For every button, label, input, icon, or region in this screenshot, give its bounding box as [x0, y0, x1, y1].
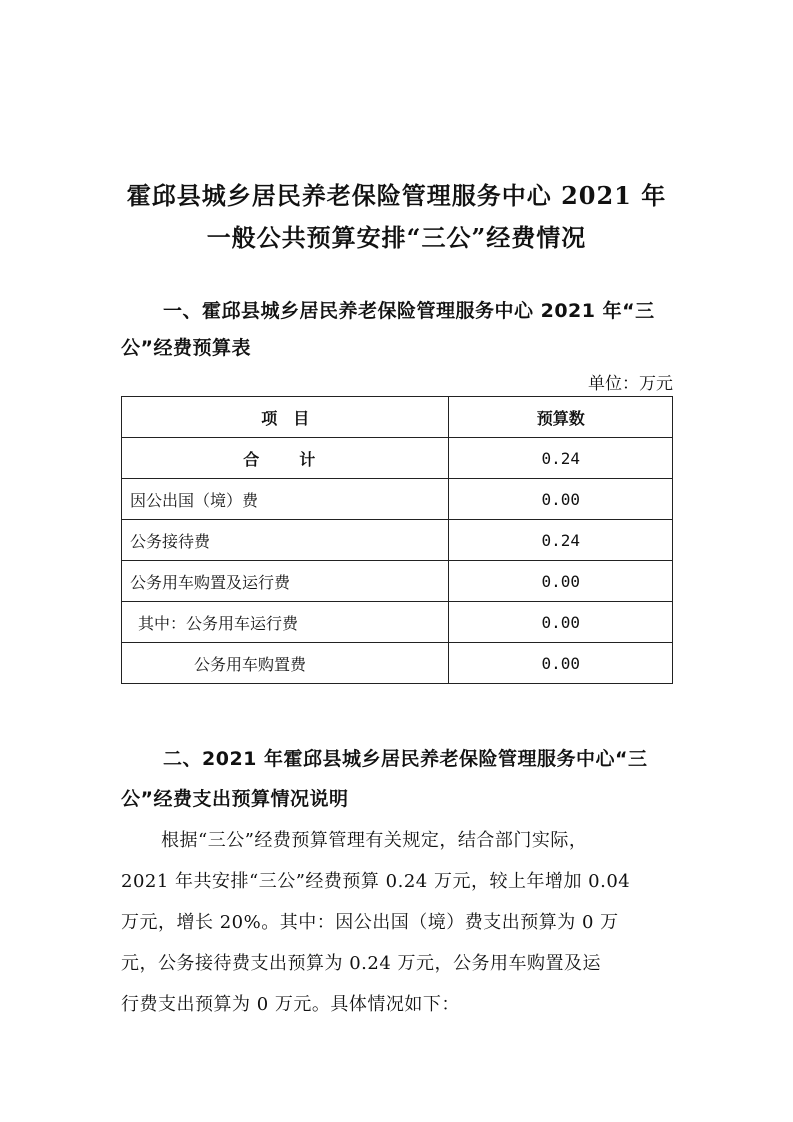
row-value: 0.00	[449, 602, 673, 643]
row-value: 0.00	[449, 561, 673, 602]
document-title-line-2: 一般公共预算安排“三公”经费情况	[206, 223, 587, 252]
table-row	[122, 561, 673, 602]
row-label: 公务用车购置及运行费	[122, 561, 449, 602]
row-label: 因公出国（境）费	[122, 479, 449, 520]
section1-heading-line-1: 一、霍邱县城乡居民养老保险管理服务中心 2021 年“三	[163, 300, 655, 322]
table-header-row	[122, 397, 673, 438]
row-value: 0.00	[449, 643, 673, 684]
table-row	[122, 520, 673, 561]
table-row	[122, 643, 673, 684]
row-value: 0.00	[449, 479, 673, 520]
row-label: 公务用车购置费	[122, 643, 449, 684]
row-label: 其中：公务用车运行费	[122, 602, 449, 643]
row-value: 0.24	[449, 438, 673, 479]
table-row-total	[122, 438, 673, 479]
table-row	[122, 479, 673, 520]
paragraph-line: 行费支出预算为 0 万元。具体情况如下：	[121, 994, 460, 1015]
document-title-line-1: 霍邱县城乡居民养老保险管理服务中心 2021 年	[126, 181, 667, 210]
paragraph-line: 根据“三公”经费预算管理有关规定，结合部门实际，	[161, 830, 588, 851]
section1-heading-line-2: 公”经费预算表	[121, 337, 251, 359]
budget-table	[121, 396, 673, 684]
paragraph-line: 万元，增长 20%。其中：因公出国（境）费支出预算为 0 万	[121, 912, 619, 933]
header-item: 项 目	[122, 397, 449, 438]
paragraph-line: 2021 年共安排“三公”经费预算 0.24 万元，较上年增加 0.04	[121, 871, 631, 892]
row-value: 0.24	[449, 520, 673, 561]
section2-heading-line-1: 二、2021 年霍邱县城乡居民养老保险管理服务中心“三	[163, 748, 648, 770]
unit-label: 单位：万元	[588, 374, 673, 394]
paragraph-line: 元，公务接待费支出预算为 0.24 万元，公务用车购置及运	[121, 953, 602, 974]
header-budget: 预算数	[449, 397, 673, 438]
section2-heading-line-2: 公”经费支出预算情况说明	[121, 788, 349, 810]
row-label: 公务接待费	[122, 520, 449, 561]
table-row	[122, 602, 673, 643]
row-label: 合 计	[122, 438, 449, 479]
